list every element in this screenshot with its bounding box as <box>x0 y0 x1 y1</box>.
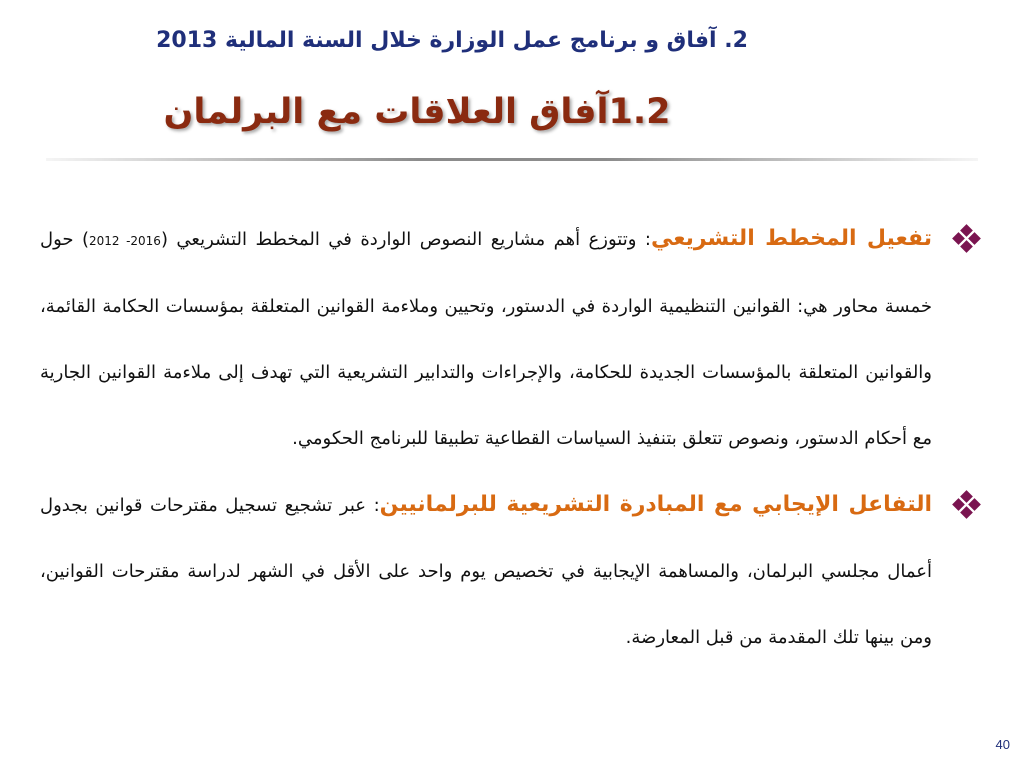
bullet-parliament-initiative <box>40 472 984 671</box>
content-area <box>40 206 984 671</box>
bullet-text: : عبر تشجيع تسجيل مقترحات قوانين بجدول أعمال مجلسي البرلمان، والمساهمة الإيجابية في تخصيص يوم واحد على الأقل في الشهر لدراسة مقترحات القوانين، ومن بينها تلك المقدمة من قبل المعارضة. <box>40 495 932 648</box>
bullet-dates: 2016- 2012 <box>88 234 161 248</box>
page-title: 1.2آفاق العلاقات مع البرلمان <box>163 92 671 132</box>
diamond-cluster-icon <box>954 492 980 518</box>
bullet-legislative-plan <box>40 206 984 472</box>
section-title: 2. آفاق و برنامج عمل الوزارة خلال السنة المالية 2013 <box>156 28 748 53</box>
diamond-cluster-icon <box>954 226 980 252</box>
bullet-lead: تفعيل المخطط التشريعي <box>650 226 933 251</box>
page-number: 40 <box>995 737 1010 752</box>
title-divider <box>46 158 978 161</box>
bullet-text: : وتتوزع أهم مشاريع النصوص الواردة في المخطط التشريعي ( <box>160 229 651 250</box>
bullet-lead: التفاعل الإيجابي مع المبادرة التشريعية للبرلمانيين <box>379 492 933 517</box>
bullet-text-continued: ) حول خمسة محاور هي: القوانين التنظيمية الواردة في الدستور، وتحيين وملاءمة القوانين المتعلقة بمؤسسات الحكامة القائمة، والقوانين المتعلقة بالمؤسسات الجديدة للحكامة، والإجراءات والتدابير التشريعية التي تهدف إلى ملاءمة القوانين الجارية مع أحكام الدستور، ونصوص تتعلق بتنفيذ السياسات القطاعية تطبيقا للبرنامج الحكومي. <box>40 229 932 449</box>
